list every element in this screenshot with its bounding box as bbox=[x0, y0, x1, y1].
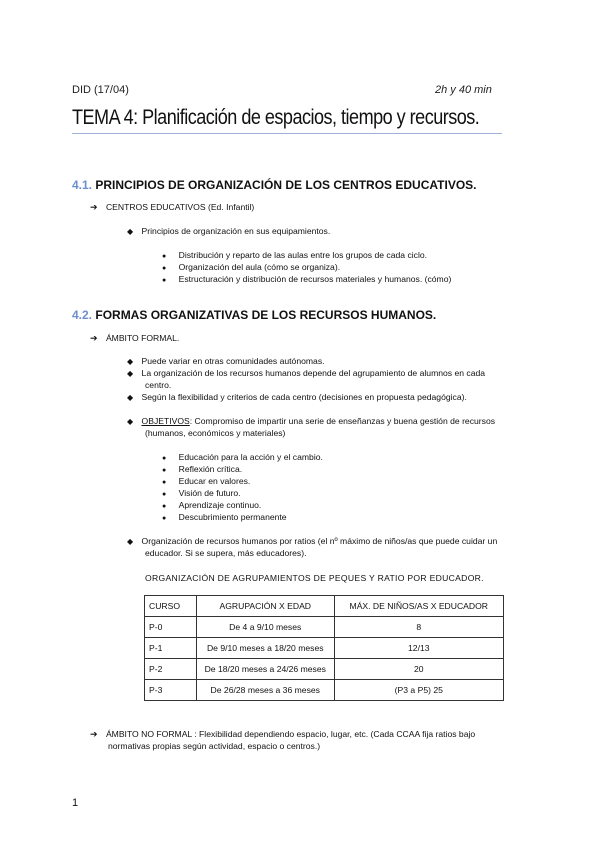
table-caption: ORGANIZACIÓN DE AGRUPAMIENTOS DE PEQUES Y RATIO POR EDUCADOR. bbox=[145, 573, 484, 583]
table-cell: De 4 a 9/10 meses bbox=[196, 617, 334, 638]
table-row bbox=[145, 617, 504, 638]
diamond-item-text: Principios de organización en sus equipamientos. bbox=[141, 226, 331, 236]
table-cell: P-1 bbox=[145, 638, 197, 659]
arrow-icon: ➔ bbox=[90, 729, 98, 739]
arrow-item bbox=[90, 728, 475, 740]
diamond-item-text: Puede variar en otras comunidades autónomas. bbox=[141, 356, 325, 366]
list-item-text: Descubrimiento permanente bbox=[178, 512, 287, 522]
list-item bbox=[162, 273, 451, 287]
dot-bullet-icon: ● bbox=[162, 491, 167, 498]
diamond-item-text: Según la flexibilidad y criterios de cada centro (decisiones en propuesta pedagógica). bbox=[141, 392, 467, 402]
table-cell: P-3 bbox=[145, 680, 197, 701]
table-header-cell: AGRUPACIÓN X EDAD bbox=[196, 596, 334, 617]
section-2-heading bbox=[72, 308, 436, 322]
title-underline bbox=[72, 133, 502, 134]
dot-bullet-icon: ● bbox=[162, 253, 167, 260]
objetivos-text: : Compromiso de impartir una serie de enseñanzas y buena gestión de recursos bbox=[189, 416, 496, 426]
list-item-text: Distribución y reparto de las aulas entre los grupos de cada ciclo. bbox=[178, 250, 428, 260]
header-left: DID (17/04) bbox=[72, 84, 129, 96]
list-item-text: Organización del aula (cómo se organiza). bbox=[178, 262, 341, 272]
dot-bullet-icon: ● bbox=[162, 515, 167, 522]
diamond-bullet-icon: ◆ bbox=[127, 369, 134, 378]
dot-bullet-icon: ● bbox=[162, 503, 167, 510]
dot-bullet-icon: ● bbox=[162, 277, 167, 284]
dot-bullet-icon: ● bbox=[162, 479, 167, 486]
list-item-text: Educar en valores. bbox=[178, 476, 251, 486]
section-1-number: 4.1. bbox=[72, 178, 93, 192]
diamond-bullet-icon: ◆ bbox=[127, 537, 134, 546]
ratio-table bbox=[144, 595, 504, 701]
arrow-item-text: ÁMBITO NO FORMAL : Flexibilidad dependiendo espacio, lugar, etc. (Cada CCAA fija ratios bajo bbox=[105, 729, 476, 739]
arrow-item bbox=[90, 332, 179, 344]
diamond-item-continuation: centro. bbox=[145, 380, 172, 390]
table-cell: P-0 bbox=[145, 617, 197, 638]
page-number: 1 bbox=[72, 797, 79, 809]
list-item-text: Aprendizaje continuo. bbox=[178, 500, 262, 510]
diamond-item bbox=[127, 391, 467, 404]
table-row bbox=[145, 638, 504, 659]
table-row bbox=[145, 659, 504, 680]
diamond-bullet-icon: ◆ bbox=[127, 393, 134, 402]
dot-bullet-icon: ● bbox=[162, 467, 167, 474]
table-cell: (P3 a P5) 25 bbox=[334, 680, 503, 701]
list-item-text: Visión de futuro. bbox=[178, 488, 241, 498]
diamond-bullet-icon: ◆ bbox=[127, 357, 134, 366]
section-2-number: 4.2. bbox=[72, 308, 93, 322]
objetivos-continuation: (humanos, económicos y materiales) bbox=[145, 428, 286, 438]
arrow-icon: ➔ bbox=[90, 202, 98, 212]
table-row bbox=[145, 680, 504, 701]
list-item bbox=[162, 511, 287, 525]
section-1-title: PRINCIPIOS DE ORGANIZACIÓN DE LOS CENTROS EDUCATIVOS. bbox=[95, 178, 477, 192]
diamond-bullet-icon: ◆ bbox=[127, 227, 134, 236]
table-cell: De 26/28 meses a 36 meses bbox=[196, 680, 334, 701]
ratios-text: Organización de recursos humanos por ratios (el nº máximo de niños/as que puede cuidar un bbox=[141, 536, 498, 546]
arrow-item-text: ÁMBITO FORMAL. bbox=[105, 333, 180, 343]
arrow-item-continuation: normativas propias según actividad, espacio o centros.) bbox=[108, 741, 321, 751]
section-2-title: FORMAS ORGANIZATIVAS DE LOS RECURSOS HUMANOS. bbox=[95, 308, 437, 322]
diamond-item bbox=[127, 367, 485, 380]
table-header-cell: CURSO bbox=[145, 596, 197, 617]
header-right: 2h y 40 min bbox=[435, 84, 492, 96]
section-1-heading bbox=[72, 178, 477, 192]
list-item-text: Reflexión crítica. bbox=[178, 464, 243, 474]
objetivos-label: OBJETIVOS bbox=[141, 416, 190, 426]
diamond-bullet-icon: ◆ bbox=[127, 417, 134, 426]
arrow-item bbox=[90, 201, 254, 213]
list-item-text: Estructuración y distribución de recursos materiales y humanos. (cómo) bbox=[178, 274, 452, 284]
table-header-row bbox=[145, 596, 504, 617]
table-header-cell: MÁX. DE NIÑOS/AS X EDUCADOR bbox=[334, 596, 503, 617]
table-cell: 12/13 bbox=[334, 638, 503, 659]
diamond-item bbox=[127, 225, 330, 238]
table-cell: 20 bbox=[334, 659, 503, 680]
table-cell: P-2 bbox=[145, 659, 197, 680]
diamond-item-text: La organización de los recursos humanos depende del agrupamiento de alumnos en cada bbox=[141, 368, 486, 378]
table-cell: De 18/20 meses a 24/26 meses bbox=[196, 659, 334, 680]
arrow-icon: ➔ bbox=[90, 333, 98, 343]
arrow-item-text: CENTROS EDUCATIVOS (Ed. Infantil) bbox=[105, 202, 255, 212]
table-cell: 8 bbox=[334, 617, 503, 638]
ratios-continuation: educador. Si se supera, más educadores). bbox=[145, 548, 307, 558]
list-item-text: Educación para la acción y el cambio. bbox=[178, 452, 323, 462]
page-title: TEMA 4: Planificación de espacios, tiempo y recursos. bbox=[72, 106, 480, 129]
table-cell: De 9/10 meses a 18/20 meses bbox=[196, 638, 334, 659]
dot-bullet-icon: ● bbox=[162, 455, 167, 462]
dot-bullet-icon: ● bbox=[162, 265, 167, 272]
